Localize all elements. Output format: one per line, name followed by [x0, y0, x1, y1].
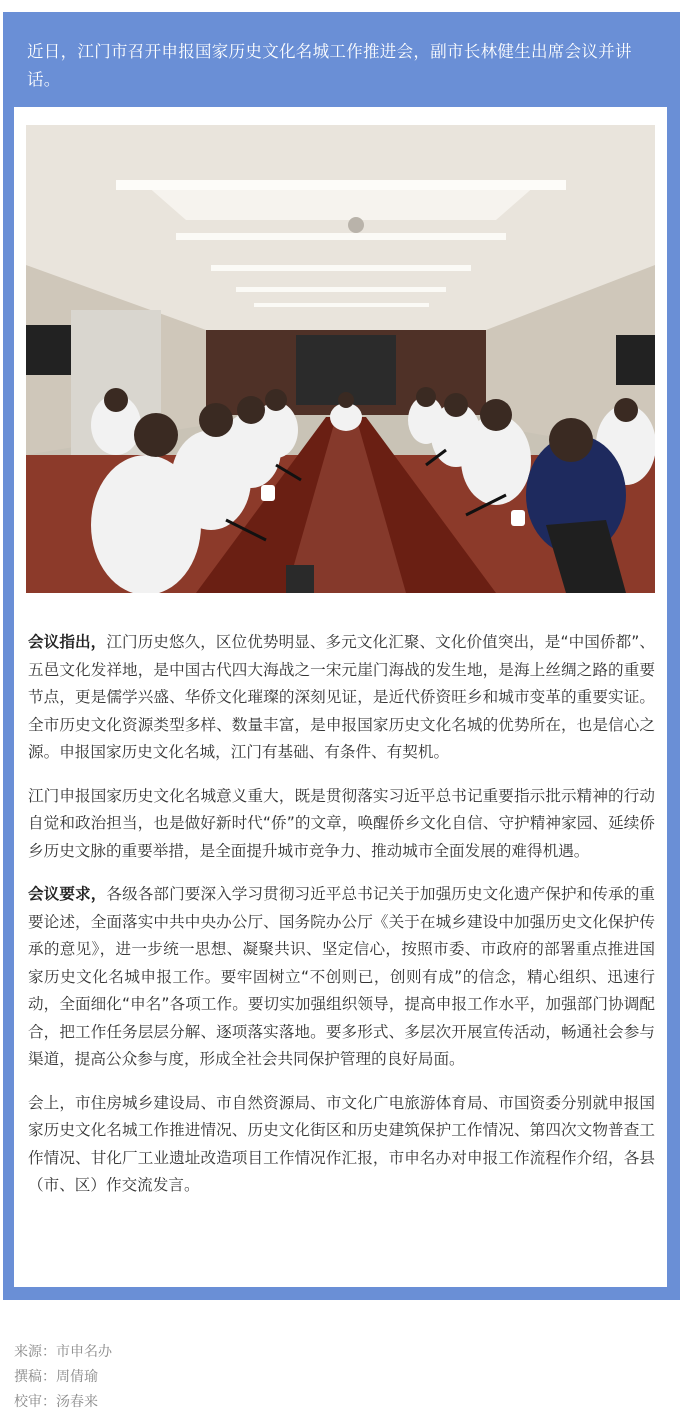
paragraph-2: [28, 783, 655, 866]
content-card: [14, 107, 667, 1287]
paragraph-1: [28, 629, 655, 767]
credit-author: 撰稿：周倩瑜: [14, 1369, 98, 1385]
article-credits: [14, 1340, 112, 1415]
paragraph-1-text: 江门历史悠久，区位优势明显、多元文化汇聚、文化价值突出，是“中国侨都”、五邑文化发祥地，是中国古代四大海战之一宋元崖门海战的发生地，是海上丝绸之路的重要节点，更是儒学兴盛、华侨文化璀璨的深刻见证，是近代侨资旺乡和城市变革的重要实证。全市历史文化资源类型多样、数量丰富，是申报国家历史文化名城的优势所在，也是信心之源。申报国家历史文化名城，江门有基础、有条件、有契机。: [28, 633, 655, 761]
article-frame: [3, 12, 680, 1300]
paragraph-3: [28, 881, 655, 1074]
intro-text: 近日，江门市召开申报国家历史文化名城工作推进会，副市长林健生出席会议并讲话。: [27, 42, 632, 89]
credit-reviewer: 校审：汤春来: [14, 1394, 98, 1410]
article-body: [28, 629, 655, 1216]
paragraph-1-lead: 会议指出，: [28, 633, 107, 651]
credit-source: 来源：市申名办: [14, 1344, 112, 1360]
paragraph-4-text: 会上，市住房城乡建设局、市自然资源局、市文化广电旅游体育局、市国资委分别就申报国家历史文化名城工作推进情况、历史文化街区和历史建筑保护工作情况、第四次文物普查工作情况、甘化厂工业遗址改造项目工作情况作汇报，市申名办对申报工作流程作介绍，各县（市、区）作交流发言。: [28, 1093, 655, 1194]
paragraph-2-text: 江门申报国家历史文化名城意义重大，既是贯彻落实习近平总书记重要指示批示精神的行动自觉和政治担当，也是做好新时代“侨”的文章，唤醒侨乡文化自信、守护精神家园、延续侨乡历史文脉的重要举措，是全面提升城市竞争力、推动城市全面发展的难得机遇。: [28, 786, 655, 860]
meeting-photo: [26, 125, 655, 593]
meeting-photo-illustration: [26, 125, 655, 593]
paragraph-3-lead: 会议要求，: [28, 885, 107, 903]
paragraph-4: [28, 1090, 655, 1200]
paragraph-3-text: 各级各部门要深入学习贯彻习近平总书记关于加强历史文化遗产保护和传承的重要论述，全面落实中共中央办公厅、国务院办公厅《关于在城乡建设中加强历史文化保护传承的意见》，进一步统一思想、凝聚共识、坚定信心，按照市委、市政府的部署重点推进国家历史文化名城申报工作。要牢固树立“不创则已，创则有成”的信念，精心组织、迅速行动，全面细化“申名”各项工作。要切实加强组织领导，提高申报工作水平，加强部门协调配合，把工作任务层层分解、逐项落实落地。要多形式、多层次开展宣传活动，畅通社会参与渠道，提高公众参与度，形成全社会共同保护管理的良好局面。: [28, 885, 655, 1068]
